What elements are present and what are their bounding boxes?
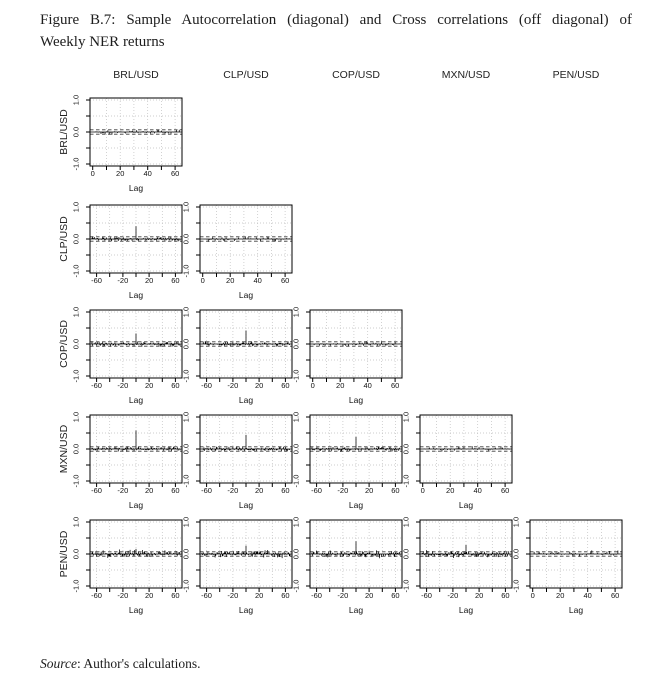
x-tick-label: -20 [447, 591, 459, 600]
y-tick-label: -1.0 [71, 369, 81, 383]
ccf-panel-cop-clp [181, 306, 292, 405]
x-tick-label: -60 [201, 381, 212, 390]
x-tick-label: 60 [280, 276, 290, 285]
y-tick-label: -1.0 [291, 579, 301, 593]
y-tick-label: 0.0 [401, 548, 411, 560]
x-tick-label: 60 [390, 381, 400, 390]
y-tick-label: 1.0 [291, 411, 301, 423]
x-axis-title: Lag [458, 605, 474, 615]
x-tick-label: 60 [500, 486, 510, 495]
correlation-plot [305, 414, 407, 490]
column-header-mxn: MXN/USD [441, 69, 491, 81]
x-tick-label: 0 [90, 169, 95, 178]
source-text: : Author's calculations. [77, 656, 201, 671]
y-tick-label: 0.0 [71, 338, 81, 350]
x-tick-label: -60 [91, 591, 102, 600]
x-tick-label: 60 [171, 486, 180, 495]
row-label-clp: CLP/USD [58, 216, 70, 262]
y-tick-label: -1.0 [181, 474, 191, 488]
source-label: Source [40, 656, 77, 671]
x-tick-label: 20 [254, 591, 264, 600]
x-tick-label: -20 [117, 381, 129, 390]
correlation-plot [85, 97, 187, 173]
correlation-plot [195, 519, 297, 595]
x-tick-label: 60 [171, 276, 180, 285]
x-axis-title: Lag [238, 500, 254, 510]
x-axis-title: Lag [128, 183, 144, 193]
x-tick-label: 60 [391, 486, 400, 495]
y-tick-label: -1.0 [291, 369, 301, 383]
acf-panel-pen-pen [511, 516, 622, 615]
x-tick-label: -60 [91, 276, 102, 285]
y-tick-label: 1.0 [291, 306, 301, 318]
x-tick-label: -20 [117, 486, 129, 495]
y-tick-label: -1.0 [181, 369, 191, 383]
correlation-plot [305, 519, 407, 595]
x-tick-label: 20 [556, 591, 565, 600]
y-tick-label: 1.0 [181, 411, 191, 423]
x-tick-label: 40 [143, 169, 152, 178]
y-tick-label: 0.0 [511, 548, 521, 560]
ccf-panel-pen-cop [291, 516, 402, 615]
column-header-cop: COP/USD [332, 69, 380, 81]
source-note [40, 656, 201, 672]
x-tick-label: 0 [310, 381, 315, 390]
correlation-plot [85, 204, 187, 280]
x-tick-label: -60 [311, 486, 322, 495]
x-tick-label: 20 [144, 486, 154, 495]
x-axis-title: Lag [128, 500, 144, 510]
x-tick-label: -60 [201, 486, 212, 495]
x-tick-label: 60 [170, 169, 180, 178]
x-axis-title: Lag [128, 290, 144, 300]
x-tick-label: -20 [227, 486, 239, 495]
y-tick-label: -1.0 [71, 579, 81, 593]
x-tick-label: 20 [116, 169, 125, 178]
x-axis-title: Lag [348, 500, 364, 510]
row-label-mxn: MXN/USD [58, 424, 70, 474]
row-label-cop: COP/USD [58, 320, 70, 368]
x-tick-label: 20 [364, 486, 374, 495]
x-tick-label: 20 [254, 381, 264, 390]
x-tick-label: -20 [227, 381, 239, 390]
x-axis-title: Lag [568, 605, 584, 615]
x-tick-label: 20 [144, 276, 154, 285]
x-tick-label: -20 [337, 486, 349, 495]
y-tick-label: 0.0 [181, 548, 191, 560]
y-tick-label: 1.0 [71, 201, 81, 213]
x-axis-title: Lag [458, 500, 474, 510]
x-tick-label: 60 [281, 486, 290, 495]
y-tick-label: -1.0 [181, 264, 191, 278]
x-tick-label: 20 [336, 381, 345, 390]
x-axis-title: Lag [128, 605, 144, 615]
x-tick-label: 60 [171, 591, 180, 600]
x-axis-title: Lag [348, 605, 364, 615]
x-tick-label: 20 [226, 276, 235, 285]
x-axis-title: Lag [128, 395, 144, 405]
x-tick-label: 60 [610, 591, 620, 600]
acf-panel-mxn-mxn [401, 411, 512, 510]
y-tick-label: 1.0 [181, 516, 191, 528]
y-tick-label: 0.0 [291, 548, 301, 560]
x-tick-label: -20 [117, 591, 129, 600]
x-tick-label: -60 [311, 591, 322, 600]
x-axis-title: Lag [348, 395, 364, 405]
x-tick-label: 40 [363, 381, 372, 390]
column-header-pen: PEN/USD [552, 69, 600, 81]
correlation-plot [195, 414, 297, 490]
x-tick-label: 40 [253, 276, 262, 285]
x-tick-label: 20 [474, 591, 484, 600]
y-tick-label: -1.0 [71, 264, 81, 278]
x-tick-label: 60 [501, 591, 510, 600]
ccf-panel-pen-brl [71, 516, 182, 615]
correlation-plot [195, 204, 297, 280]
ccf-panel-clp-brl [71, 201, 182, 300]
y-tick-label: -1.0 [181, 579, 191, 593]
y-tick-label: 1.0 [181, 201, 191, 213]
correlation-plot [195, 309, 297, 385]
correlation-plot [85, 519, 187, 595]
x-axis-title: Lag [238, 290, 254, 300]
x-tick-label: -60 [421, 591, 432, 600]
correlation-plot [305, 309, 407, 385]
y-tick-label: -1.0 [291, 474, 301, 488]
y-tick-label: 1.0 [401, 411, 411, 423]
y-tick-label: 0.0 [71, 126, 81, 138]
y-tick-label: 0.0 [181, 338, 191, 350]
correlation-plot [415, 519, 517, 595]
ccf-panel-cop-brl [71, 306, 182, 405]
y-tick-label: 0.0 [71, 443, 81, 455]
y-tick-label: 0.0 [181, 443, 191, 455]
x-tick-label: 60 [391, 591, 400, 600]
y-tick-label: 1.0 [511, 516, 521, 528]
y-tick-label: 0.0 [401, 443, 411, 455]
ccf-panel-pen-clp [181, 516, 292, 615]
acf-panel-clp-clp [181, 201, 292, 300]
x-tick-label: -60 [201, 591, 212, 600]
y-tick-label: 0.0 [71, 233, 81, 245]
x-axis-title: Lag [238, 605, 254, 615]
x-tick-label: 60 [281, 591, 290, 600]
x-tick-label: 40 [473, 486, 482, 495]
column-header-clp: CLP/USD [223, 69, 269, 81]
x-axis-title: Lag [238, 395, 254, 405]
y-tick-label: 1.0 [401, 516, 411, 528]
figure-caption-line1: Figure B.7: Sample Autocorrelation (diagonal) and Cross correlations (off diagonal) of [40, 12, 632, 28]
y-tick-label: -1.0 [511, 579, 521, 593]
correlation-plot [85, 414, 187, 490]
row-label-brl: BRL/USD [58, 109, 70, 155]
y-tick-label: -1.0 [71, 474, 81, 488]
x-tick-label: 60 [281, 381, 290, 390]
x-tick-label: 20 [144, 381, 154, 390]
y-tick-label: 1.0 [71, 516, 81, 528]
ccf-panel-mxn-cop [291, 411, 402, 510]
x-tick-label: -60 [91, 486, 102, 495]
correlation-plot [525, 519, 627, 595]
x-tick-label: 20 [446, 486, 455, 495]
figure-caption-line2: Weekly NER returns [40, 34, 165, 50]
x-tick-label: 0 [420, 486, 425, 495]
ccf-panel-pen-mxn [401, 516, 512, 615]
x-tick-label: 0 [530, 591, 535, 600]
y-tick-label: 1.0 [71, 306, 81, 318]
ccf-panel-mxn-clp [181, 411, 292, 510]
y-tick-label: 1.0 [71, 94, 81, 106]
y-tick-label: 1.0 [291, 516, 301, 528]
x-tick-label: -60 [91, 381, 102, 390]
y-tick-label: -1.0 [71, 157, 81, 171]
y-tick-label: -1.0 [401, 579, 411, 593]
x-tick-label: 60 [171, 381, 180, 390]
correlation-plot [85, 309, 187, 385]
acf-panel-cop-cop [291, 306, 402, 405]
y-tick-label: 0.0 [291, 443, 301, 455]
x-tick-label: -20 [227, 591, 239, 600]
x-tick-label: 0 [200, 276, 205, 285]
y-tick-label: 0.0 [181, 233, 191, 245]
x-tick-label: 20 [144, 591, 154, 600]
y-tick-label: 1.0 [181, 306, 191, 318]
correlation-plot [415, 414, 517, 490]
x-tick-label: 20 [364, 591, 374, 600]
acf-panel-brl-brl [71, 94, 182, 193]
x-tick-label: -20 [337, 591, 349, 600]
x-tick-label: -20 [117, 276, 129, 285]
y-tick-label: 1.0 [71, 411, 81, 423]
column-header-brl: BRL/USD [113, 69, 159, 81]
ccf-panel-mxn-brl [71, 411, 182, 510]
y-tick-label: 0.0 [291, 338, 301, 350]
x-tick-label: 20 [254, 486, 264, 495]
row-label-pen: PEN/USD [58, 530, 70, 578]
y-tick-label: -1.0 [401, 474, 411, 488]
y-tick-label: 0.0 [71, 548, 81, 560]
x-tick-label: 40 [583, 591, 592, 600]
